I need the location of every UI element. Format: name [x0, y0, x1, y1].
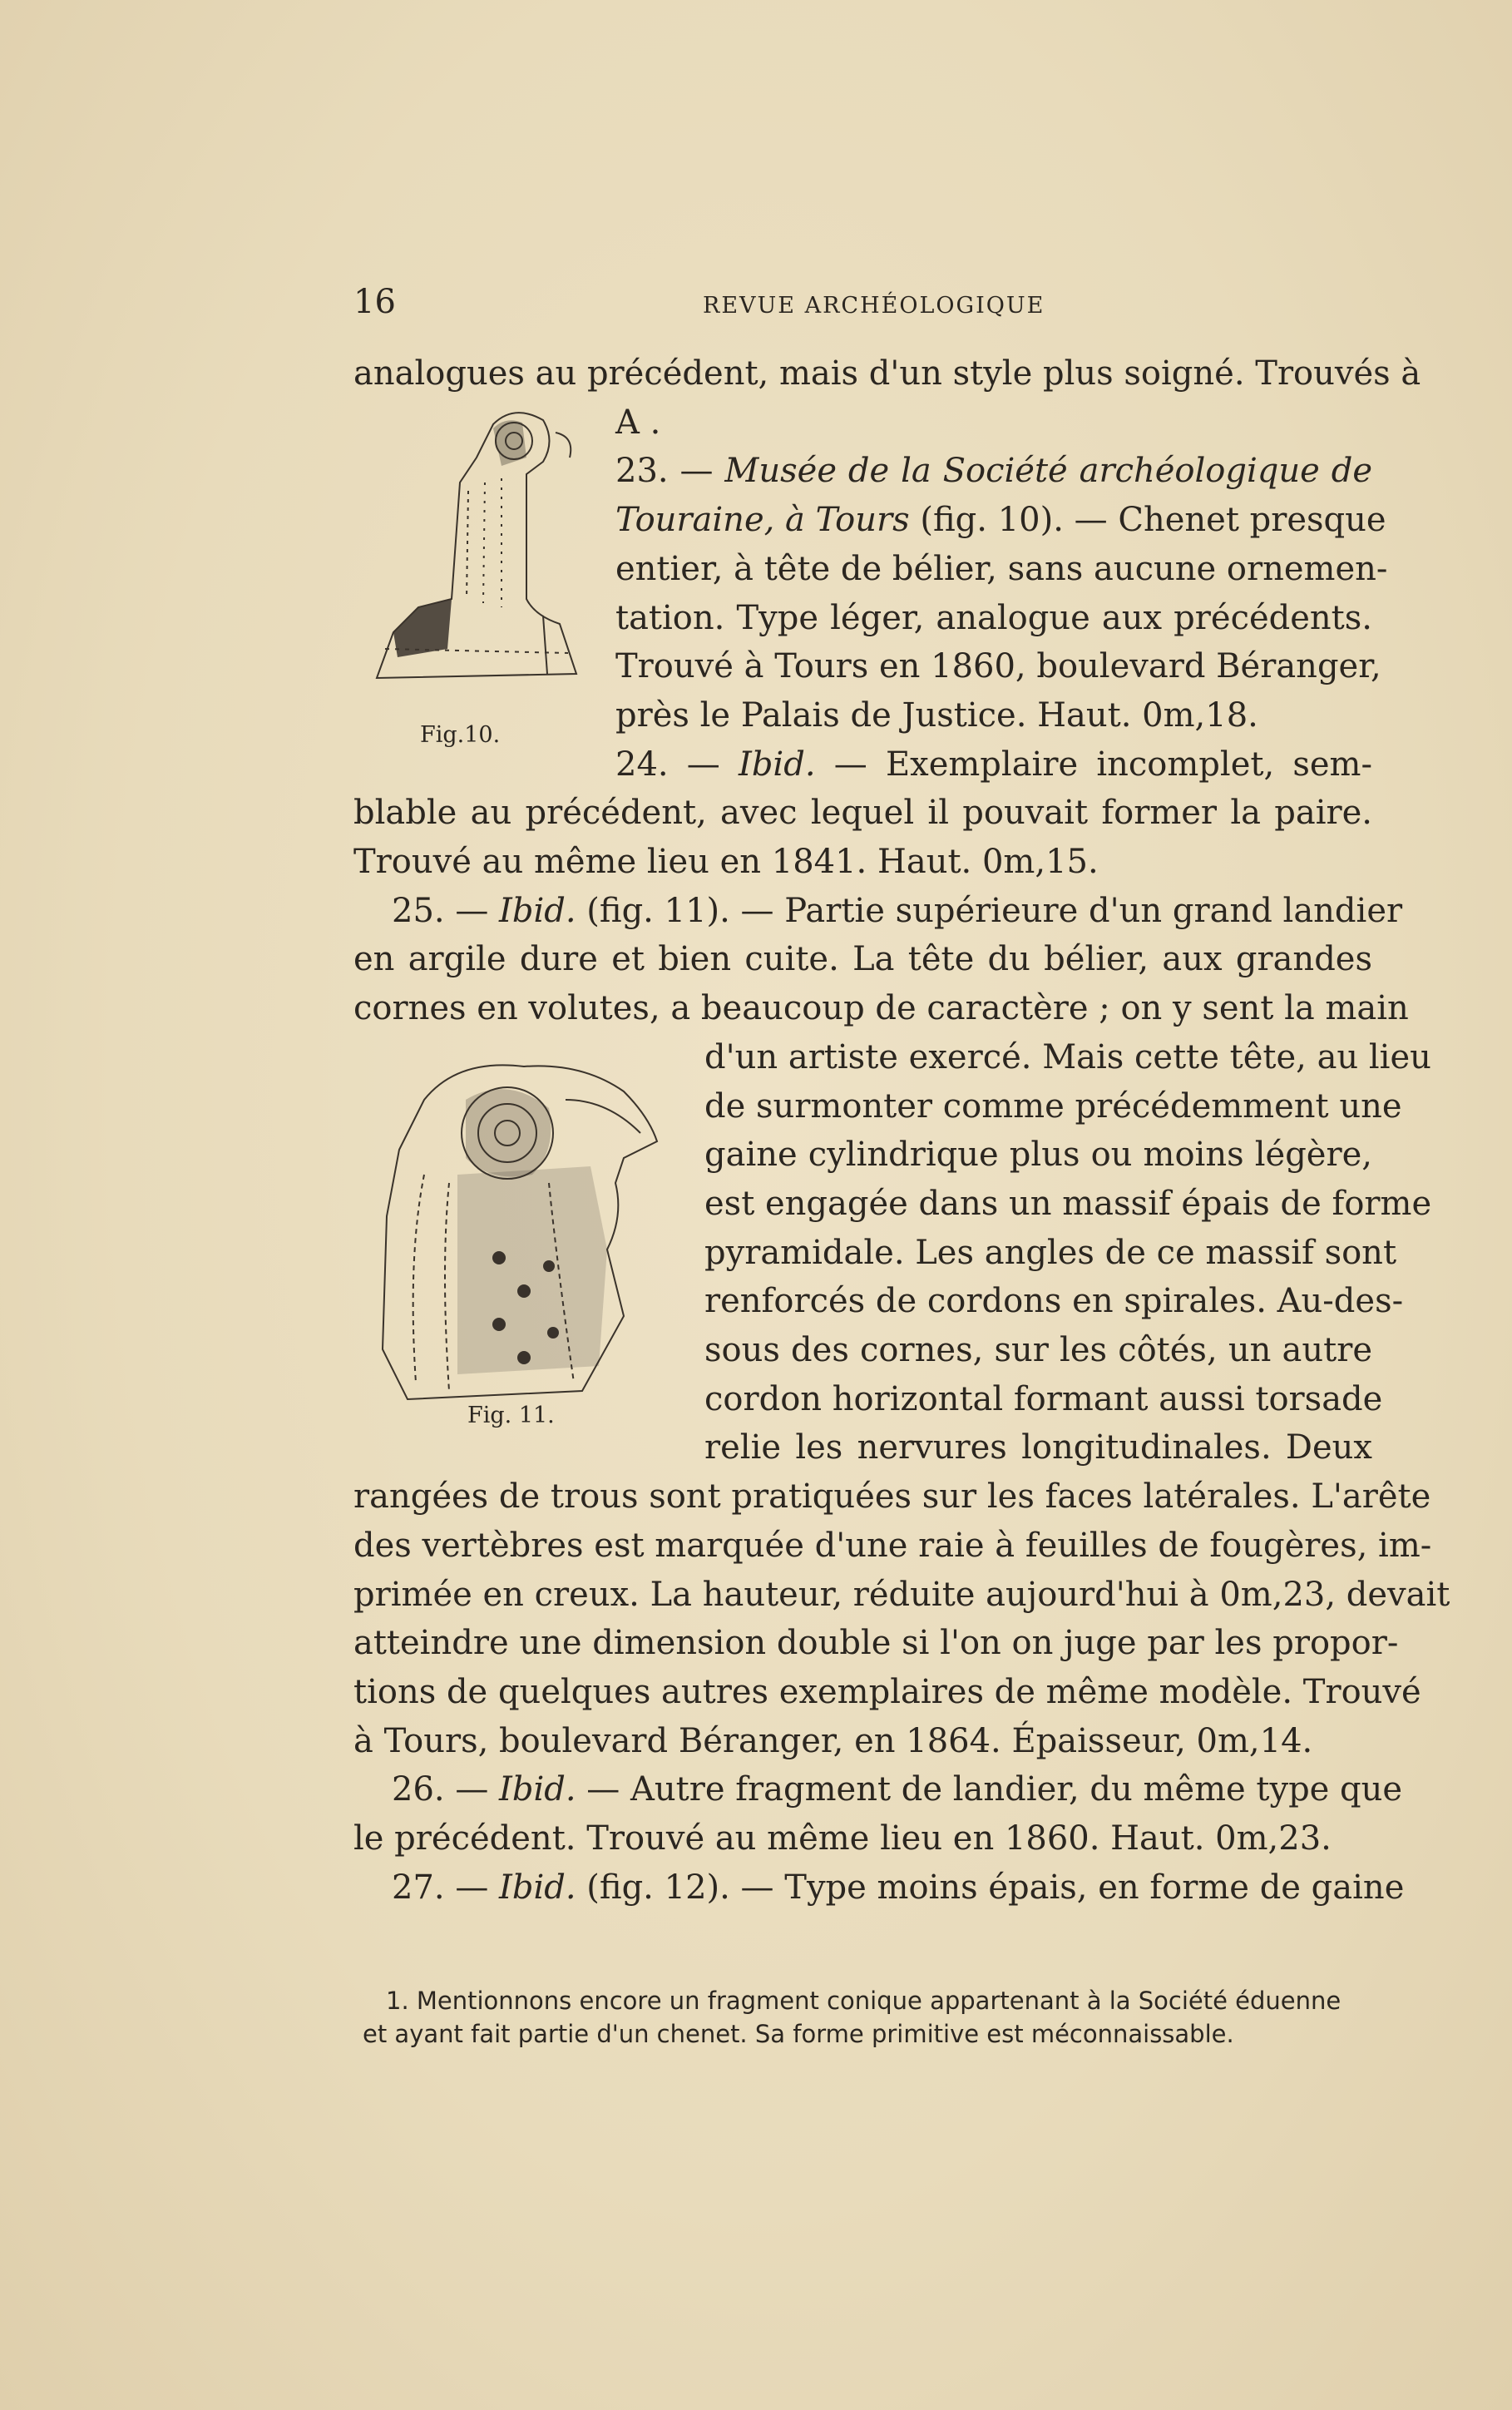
- text-line: analogues au précédent, mais d'un style plus soigné. Trouvés à: [353, 354, 1421, 393]
- footnote-line: et ayant fait partie d'un chenet. Sa forme primitive est méconnaissable.: [363, 2020, 1234, 2048]
- text-line: en argile dure et bien cuite. La tête du bélier, aux grandes: [353, 940, 1372, 979]
- figure-11-caption: Fig. 11.: [467, 1403, 555, 1428]
- text-line: près le Palais de Justice. Haut. 0m,18.: [615, 695, 1258, 735]
- figure-10-caption: Fig.10.: [420, 722, 501, 748]
- running-head: REVUE ARCHÉOLOGIQUE: [703, 293, 1045, 319]
- text-line: Trouvé à Tours en 1860, boulevard Béranger,: [615, 647, 1381, 686]
- text-line: rangées de trous sont pratiquées sur les faces latérales. L'arête: [353, 1477, 1431, 1517]
- footnote-line: 1. Mentionnons encore un fragment conique appartenant à la Société éduenne: [386, 1987, 1342, 2015]
- text-line: d'un artiste exercé. Mais cette tête, au lieu: [704, 1037, 1431, 1076]
- text-line: gaine cylindrique plus ou moins légère,: [704, 1136, 1372, 1175]
- text-line: des vertèbres est marquée d'une raie à feuilles de fougères, im-: [353, 1526, 1432, 1565]
- entry-26: 26. — Ibid. — Autre fragment de landier, du même type que: [392, 1770, 1403, 1809]
- text-line: cornes en volutes, a beaucoup de caractère ; on y sent la main: [353, 989, 1409, 1028]
- text-line: tation. Type léger, analogue aux précédents.: [615, 598, 1372, 637]
- text-line: tions de quelques autres exemplaires de même modèle. Trouvé: [353, 1672, 1421, 1711]
- text-line: de surmonter comme précédemment une: [704, 1086, 1402, 1126]
- entry-23: 23. — Musée de la Société archéologique de: [615, 452, 1373, 491]
- text-line: Touraine, à Tours (fig. 10). — Chenet presque: [615, 501, 1386, 540]
- entry-25: 25. — Ibid. (fig. 11). — Partie supérieure d'un grand landier: [392, 891, 1403, 930]
- page-header: [353, 283, 1385, 324]
- text-line: Trouvé au même lieu en 1841. Haut. 0m,15.: [353, 843, 1099, 882]
- text-line: A .: [615, 403, 661, 442]
- text-line: le précédent. Trouvé au même lieu en 1860. Haut. 0m,23.: [353, 1819, 1332, 1858]
- body-text: [353, 349, 1450, 1913]
- text-line: à Tours, boulevard Béranger, en 1864. Épaisseur, 0m,14.: [353, 1721, 1313, 1760]
- text-line: sous des cornes, sur les côtés, un autre: [704, 1331, 1372, 1370]
- text-line: primée en creux. La hauteur, réduite aujourd'hui à 0m,23, devait: [353, 1575, 1450, 1614]
- text-line: relie les nervures longitudinales. Deux: [704, 1428, 1372, 1467]
- text-line: atteindre une dimension double si l'on on juge par les propor-: [353, 1624, 1399, 1663]
- text-line: pyramidale. Les angles de ce massif sont: [704, 1233, 1397, 1272]
- entry-24: 24. — Ibid. — Exemplaire incomplet, sem-: [615, 745, 1372, 784]
- page-number: 16: [353, 283, 396, 321]
- text-line: renforcés de cordons en spirales. Au-des-: [704, 1282, 1404, 1321]
- text-line: entier, à tête de bélier, sans aucune ornemen-: [615, 549, 1388, 588]
- text-line: cordon horizontal formant aussi torsade: [704, 1379, 1383, 1418]
- entry-27: 27. — Ibid. (fig. 12). — Type moins épais, en forme de gaine: [392, 1868, 1405, 1907]
- text-line: est engagée dans un massif épais de forme: [704, 1184, 1432, 1223]
- text-line: blable au précédent, avec lequel il pouvait former la paire.: [353, 794, 1372, 833]
- footnote: [363, 1984, 1373, 2051]
